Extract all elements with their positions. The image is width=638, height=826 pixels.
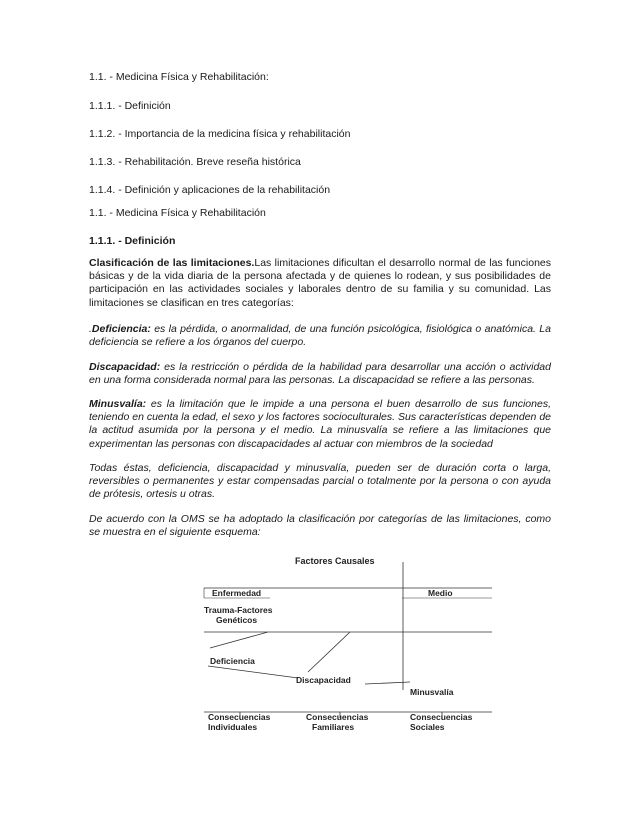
deficiencia-text: es la pérdida, o anormalidad, de una función psicológica, fisiológica o anatómica. La deficiencia se refiere a los órganos del cuerpo. [89, 323, 551, 349]
label-trauma-2: Genéticos [216, 615, 258, 625]
limitaciones-diagram [200, 550, 500, 740]
line-deficiencia-discapacidad [208, 666, 298, 678]
discapacidad-text: es la restricción o pérdida de la habilidad para desarrollar una acción o actividad en una forma considerada normal para las personas. La discapacidad se refiere a las personas. [89, 361, 551, 387]
deficiencia-label: Deficiencia: [91, 323, 151, 335]
toc-item-3: 1.1.2. - Importancia de la medicina física y rehabilitación [89, 128, 351, 140]
oms-paragraph: De acuerdo con la OMS se ha adoptado la clasificación por categorías de las limitaciones, como se muestra en el siguiente esquema: [89, 513, 551, 539]
label-consecuencias-sociales-2: Sociales [410, 722, 445, 732]
label-enfermedad: Enfermedad [212, 588, 262, 598]
discapacidad-paragraph [89, 361, 551, 387]
clasificacion-label: Clasificación de las limitaciones. [89, 257, 255, 269]
toc-item-1: 1.1. - Medicina Física y Rehabilitación: [89, 71, 269, 83]
label-consecuencias-individuales-1: Consecuencias [208, 712, 271, 722]
toc-item-2: 1.1.1. - Definición [89, 100, 171, 112]
toc-item-4: 1.1.3. - Rehabilitación. Breve reseña histórica [89, 156, 301, 168]
label-consecuencias-individuales-2: Individuales [208, 722, 258, 732]
minusvalia-label: Minusvalía: [89, 398, 147, 410]
deficiencia-prefix: . [89, 323, 92, 335]
label-consecuencias-familiares-2: Familiares [312, 722, 355, 732]
label-trauma-1: Trauma-Factores [204, 605, 273, 615]
label-discapacidad: Discapacidad [296, 675, 351, 685]
label-deficiencia: Deficiencia [210, 656, 255, 666]
line-to-deficiencia [210, 632, 268, 648]
line-to-discapacidad [308, 632, 350, 672]
label-consecuencias-familiares-1: Consecuencias [306, 712, 369, 722]
minusvalia-paragraph [89, 398, 551, 451]
todas-paragraph: Todas éstas, deficiencia, discapacidad y minusvalía, pueden ser de duración corta o larga, reversibles o permanentes y estar compensadas parcial o totalmente por la persona o con ayuda de prótesis, ortesis u otras. [89, 462, 551, 501]
label-factores-causales: Factores Causales [295, 556, 375, 566]
toc-item-6: 1.1. - Medicina Física y Rehabilitación [89, 207, 266, 219]
clasificacion-text: Las limitaciones dificultan el desarrollo normal de las funciones básicas y de la vida diaria de la persona afectada y de quienes lo rodean, y sus posibilidades de participación en las actividades sociales y laborales dentro de su familia y su comunidad. Las limitaciones se clasifican en tres categorías: [89, 257, 551, 309]
deficiencia-paragraph [89, 323, 551, 349]
discapacidad-label: Discapacidad: [89, 361, 161, 373]
clasificacion-paragraph [89, 257, 551, 310]
label-minusvalia: Minusvalía [410, 687, 454, 697]
label-consecuencias-sociales-1: Consecuencias [410, 712, 473, 722]
toc-item-5: 1.1.4. - Definición y aplicaciones de la rehabilitación [89, 184, 331, 196]
label-medio: Medio [428, 588, 453, 598]
minusvalia-text: es la limitación que le impide a una persona el buen desarrollo de sus funciones, teniendo en cuenta la edad, el sexo y los factores socioculturales. Sus características dependen de la actitud asumida por la persona y el medio. La minusvalía se refiere a las limitaciones que experimentan las personas con discapacidades al actuar con miembros de la sociedad [89, 398, 551, 450]
section-heading: 1.1.1. - Definición [89, 235, 176, 247]
